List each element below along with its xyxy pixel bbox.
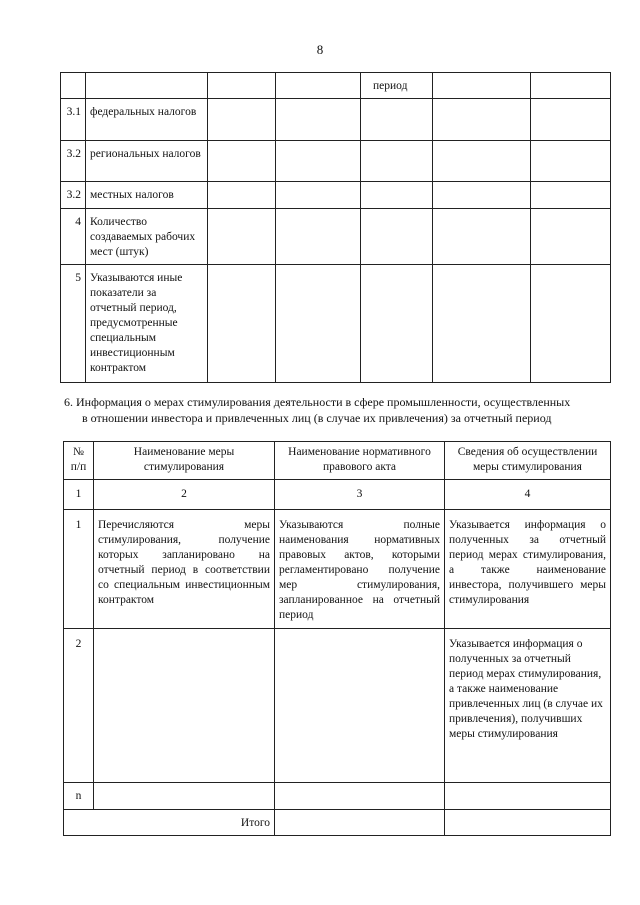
column-header: № п/п bbox=[64, 442, 94, 480]
row-label: Указываются иные показатели за отчетный период, предусмотренные специальным инвестиционным контрактом bbox=[86, 265, 208, 383]
row-number: 4 bbox=[61, 209, 86, 265]
column-number: 1 bbox=[64, 480, 94, 510]
section-6-title bbox=[64, 394, 610, 426]
indicators-table bbox=[60, 72, 611, 383]
act-cell: Указываются полные наименования нормативных правовых актов, которыми регламентировано получение мер стимулирования, запланированное на отчетный период bbox=[275, 510, 445, 629]
table-row bbox=[64, 783, 611, 810]
stimulus-measures-table bbox=[63, 441, 611, 836]
measure-cell: Перечисляются меры стимулирования, получение которых запланировано на отчетный период в соответствии со специальным инвестиционным контрактом bbox=[94, 510, 275, 629]
column-number: 4 bbox=[445, 480, 611, 510]
page-number: 8 bbox=[316, 42, 324, 57]
section-title-line: 6. Информация о мерах стимулирования деятельности в сфере промышленности, осуществленных bbox=[64, 395, 571, 409]
act-cell bbox=[275, 783, 445, 810]
row-number: 3.1 bbox=[61, 99, 86, 141]
column-header: Наименование меры стимулирования bbox=[94, 442, 275, 480]
row-label: федеральных налогов bbox=[86, 99, 208, 141]
measure-cell bbox=[94, 783, 275, 810]
info-cell: Указывается информация о полученных за отчетный период мерах стимулирования, а также наименование привлеченных лиц (в случае их привлечения), получивших меры стимулирования bbox=[445, 629, 611, 783]
table-row bbox=[61, 209, 611, 265]
table-row bbox=[61, 265, 611, 383]
row-number: n bbox=[64, 783, 94, 810]
row-number: 1 bbox=[64, 510, 94, 629]
row-number: 3.2 bbox=[61, 182, 86, 209]
info-cell: Указывается информация о полученных за отчетный период мерах стимулирования, а также наименование инвестора, получившего меры стимулирования bbox=[445, 510, 611, 629]
row-number: 3.2 bbox=[61, 141, 86, 182]
column-header: Наименование нормативного правового акта bbox=[275, 442, 445, 480]
column-number: 3 bbox=[275, 480, 445, 510]
column-numbers-row bbox=[64, 480, 611, 510]
column-number: 2 bbox=[94, 480, 275, 510]
row-number: 2 bbox=[64, 629, 94, 783]
table-row bbox=[61, 141, 611, 182]
table-row bbox=[64, 510, 611, 629]
row-label: местных налогов bbox=[86, 182, 208, 209]
table-header-row bbox=[64, 442, 611, 480]
section-title-line: в отношении инвестора и привлеченных лиц (в случае их привлечения) за отчетный период bbox=[82, 411, 552, 425]
row-number: 5 bbox=[61, 265, 86, 383]
table-row bbox=[61, 99, 611, 141]
act-cell bbox=[275, 629, 445, 783]
info-cell bbox=[445, 783, 611, 810]
table-row bbox=[61, 182, 611, 209]
row-label: Количество создаваемых рабочих мест (штук) bbox=[86, 209, 208, 265]
measure-cell bbox=[94, 629, 275, 783]
column-header: Сведения об осуществлении меры стимулирования bbox=[445, 442, 611, 480]
table-row bbox=[61, 73, 611, 99]
row-label: региональных налогов bbox=[86, 141, 208, 182]
table-row bbox=[64, 629, 611, 783]
total-label: Итого bbox=[64, 810, 275, 836]
period-header-cell: период bbox=[361, 73, 433, 99]
total-row bbox=[64, 810, 611, 836]
